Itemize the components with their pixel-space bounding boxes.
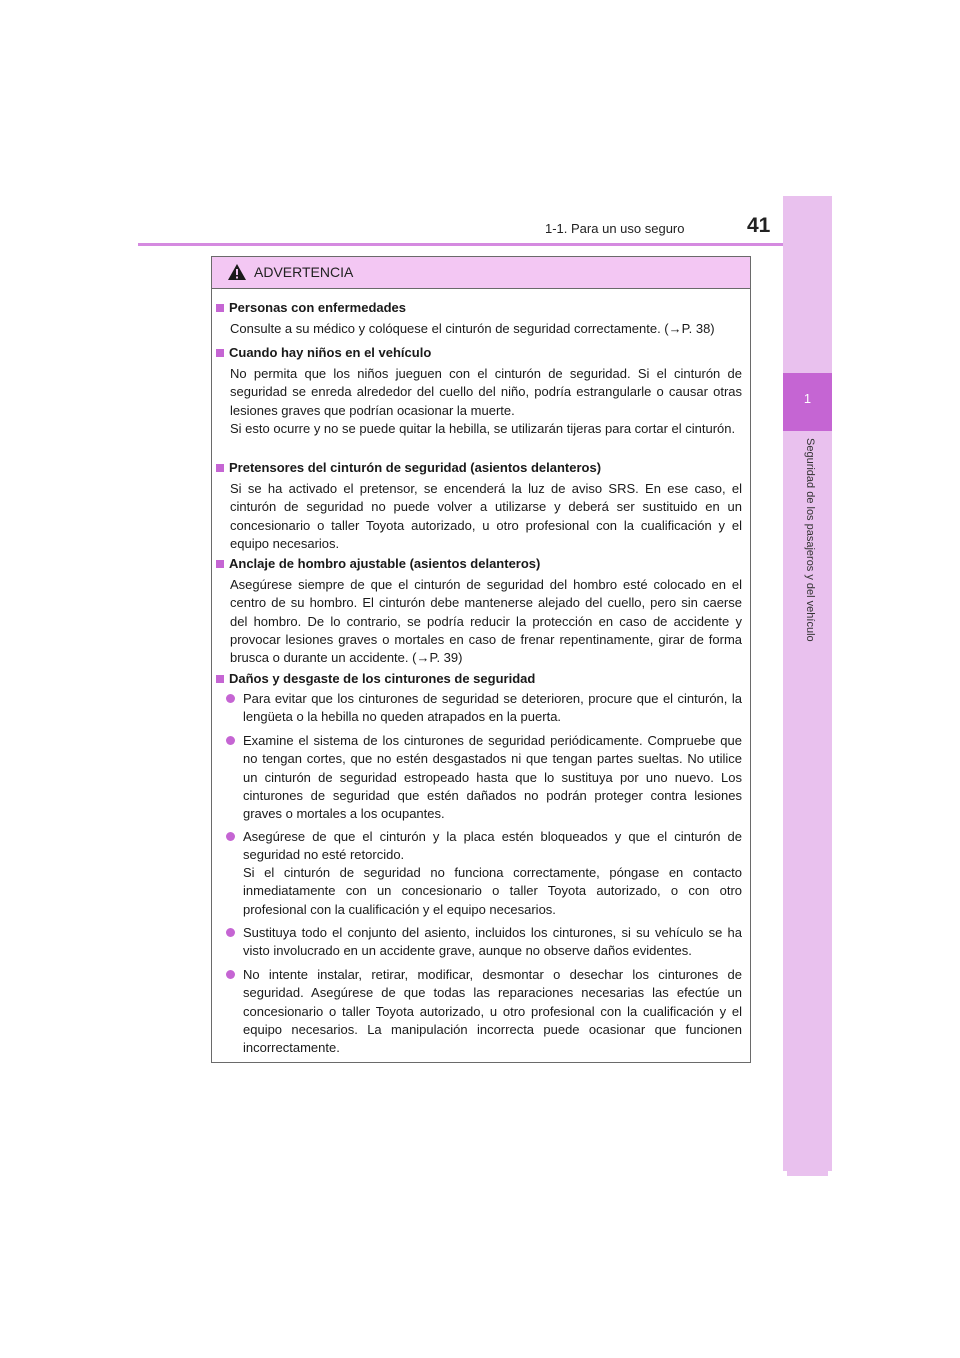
- header-divider: [138, 243, 832, 246]
- page-number: 41: [747, 214, 771, 237]
- chapter-title: Seguridad de los pasajeros y del vehículo: [804, 438, 816, 642]
- square-bullet-icon: [216, 675, 224, 683]
- bullet-text: No intente instalar, retirar, modificar, desmontar o desechar los cinturones de seguridad. Asegúrese de que todas las reparaciones necesarias las efectúe un concesionario o taller Toyota autorizado, u otro profesional con la cualificación y el equipo necesarios. La manipulación incorrecta puede ocasionar que funcionen incorrectamente.: [243, 967, 742, 1056]
- chapter-tab-foot: [787, 1171, 828, 1176]
- square-bullet-icon: [216, 304, 224, 312]
- section-heading: Anclaje de hombro ajustable (asientos delanteros): [216, 556, 540, 571]
- warning-title: ADVERTENCIA: [254, 264, 354, 280]
- bullet-text: Sustituya todo el conjunto del asiento, incluidos los cinturones, si su vehículo se ha visto involucrado en un accidente grave, aunque no observe daños evidentes.: [243, 925, 742, 959]
- warning-triangle-icon: [227, 263, 247, 281]
- section-text: Consulte a su médico y colóquese el cinturón de seguridad correctamente. (→P. 38): [230, 321, 715, 336]
- section-title: 1-1. Para un uso seguro: [545, 221, 685, 236]
- round-bullet-icon: [226, 970, 235, 979]
- round-bullet-icon: [226, 832, 235, 841]
- section-heading: Cuando hay niños en el vehículo: [216, 345, 431, 360]
- section-heading: Daños y desgaste de los cinturones de seguridad: [216, 671, 535, 686]
- round-bullet-icon: [226, 736, 235, 745]
- warning-box: [211, 256, 751, 1063]
- section-text: Si se ha activado el pretensor, se encenderá la luz de aviso SRS. En ese caso, el cinturón de seguridad no puede volver a utilizarse y deberá ser sustituido en un concesionario o taller Toyota autorizado, u otro profesional con la cualificación y el equipo necesarios.: [230, 481, 742, 551]
- section-heading: Pretensores del cinturón de seguridad (asientos delanteros): [216, 460, 601, 475]
- chapter-number: 1: [803, 391, 812, 406]
- square-bullet-icon: [216, 464, 224, 472]
- bullet-text: Examine el sistema de los cinturones de seguridad periódicamente. Compruebe que no tengan cortes, que no estén desgastados ni que tengan partes sueltas. No utilice un cinturón de seguridad estropeado hasta que lo sustituya por uno nuevo. Los cinturones de seguridad que estén dañados no podrán proteger contra lesiones graves o mortales a los ocupantes.: [243, 733, 742, 822]
- bullet-text: Asegúrese de que el cinturón y la placa estén bloqueados y que el cinturón de seguridad no esté retorcido.: [243, 829, 742, 863]
- bullet-text: Si el cinturón de seguridad no funciona correctamente, póngase en contacto inmediatamente con un concesionario o taller Toyota autorizado, o con otro profesional con la cualificación y el equipo necesarios.: [243, 865, 742, 917]
- square-bullet-icon: [216, 560, 224, 568]
- bullet-text: Para evitar que los cinturones de seguridad se deterioren, procure que el cinturón, la lengüeta o la hebilla no queden atrapados en la puerta.: [243, 691, 742, 725]
- round-bullet-icon: [226, 928, 235, 937]
- section-heading: Personas con enfermedades: [216, 300, 406, 315]
- chapter-tab: [783, 196, 832, 1171]
- round-bullet-icon: [226, 694, 235, 703]
- chapter-number-block: [783, 373, 832, 431]
- section-text: No permita que los niños jueguen con el cinturón de seguridad. Si el cinturón de seguridad se enreda alrededor del cuello del niño, podría estrangularle o causar otras lesiones graves que podrían ocasionar la muerte.: [230, 366, 742, 418]
- warning-header: [212, 257, 750, 289]
- section-text: Si esto ocurre y no se puede quitar la hebilla, se utilizarán tijeras para cortar el cinturón.: [230, 421, 736, 436]
- square-bullet-icon: [216, 349, 224, 357]
- section-text: Asegúrese siempre de que el cinturón de seguridad del hombro esté colocado en el centro de su hombro. El cinturón debe mantenerse alejado del cuello, pero sin caerse del hombro. De lo contrario, se podría reducir la protección en caso de accidente y provocar lesiones graves o mortales en caso de frenar repentinamente, girar de forma brusca o durante un accidente. (→P. 39): [230, 577, 742, 666]
